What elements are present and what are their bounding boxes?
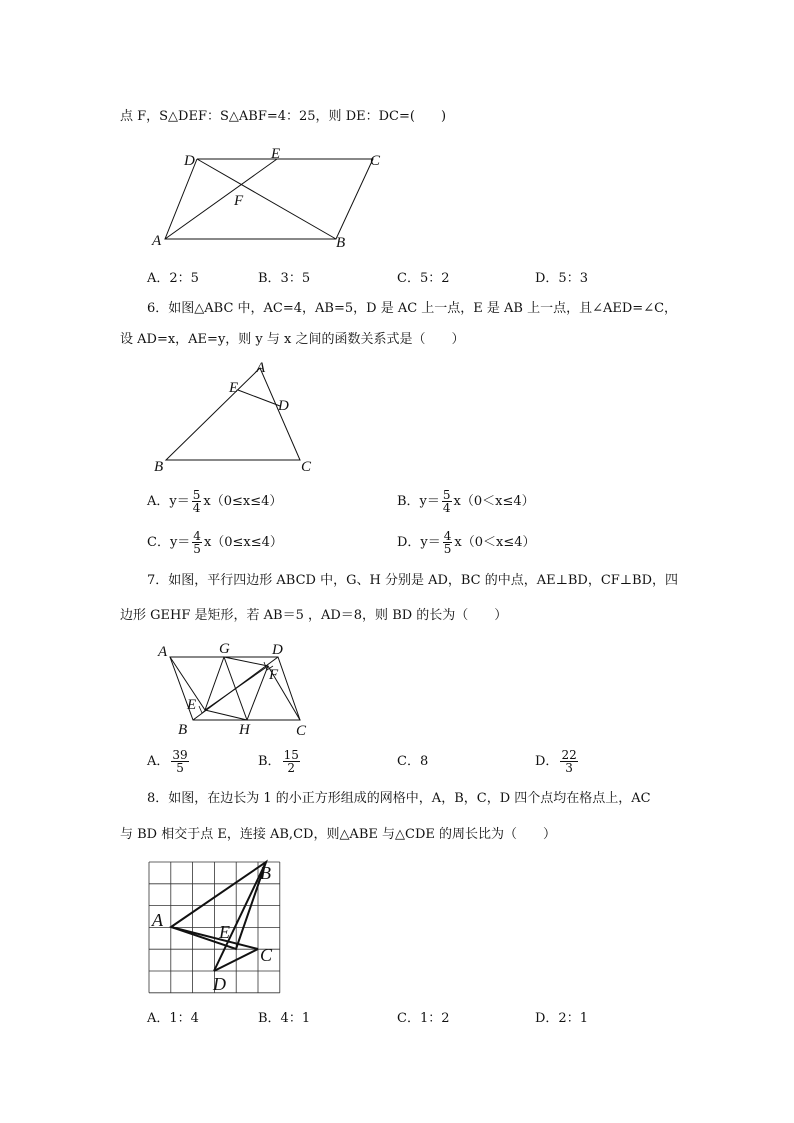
q5-parallelogram-figure xyxy=(150,145,390,250)
q8-label-d: D xyxy=(213,974,226,994)
q5-label-f: F xyxy=(234,193,244,209)
q7-option-b xyxy=(258,744,302,780)
q7-option-a-fraction: $\frac{39}{5}$ xyxy=(172,748,188,775)
q5-option-c: C．5：2 xyxy=(397,271,450,286)
q5-segment-db xyxy=(197,159,336,239)
q6-option-c xyxy=(147,525,283,561)
q7-label-f: F xyxy=(269,667,279,683)
q6-stem-line2: 设 AD=x，AE=y，则 y 与 x 之间的函数关系式是（ ） xyxy=(120,332,465,347)
q7-option-c xyxy=(397,744,428,780)
q5-label-b: B xyxy=(336,235,346,250)
q6-option-d-suffix: x（0＜x≤4） xyxy=(454,535,536,550)
q7-stem-line1: 7．如图，平行四边形 ABCD 中，G、H 分别是 AD，BC 的中点，AE⊥BD，CF⊥BD，四 xyxy=(147,573,679,588)
q6-option-a-suffix: x（0≤x≤4） xyxy=(203,494,283,509)
q5-option-d: D．5：3 xyxy=(535,271,588,286)
q5-label-a: A xyxy=(152,233,162,249)
q7-label-g: G xyxy=(219,641,230,657)
q6-option-b-suffix: x（0＜x≤4） xyxy=(453,494,535,509)
q7-option-d xyxy=(535,744,580,780)
q8-stem-line2: 与 BD 相交于点 E，连接 AB,CD，则△ABE 与△CDE 的周长比为（ ） xyxy=(120,827,556,842)
q6-option-a-fraction: $\frac{5}{4}$ xyxy=(192,488,201,515)
q7-option-a-prefix: A． xyxy=(147,754,170,769)
q7-segment-ef xyxy=(205,666,268,710)
q8-stem-line1: 8．如图，在边长为 1 的小正方形组成的网格中，A，B，C，D 四个点均在格点上，AC xyxy=(147,791,651,806)
q8-grid-figure xyxy=(140,850,290,1000)
q6-label-c: C xyxy=(301,459,312,475)
q7-option-b-fraction: $\frac{15}{2}$ xyxy=(283,748,299,775)
q8-label-e: E xyxy=(219,922,230,942)
q8-label-c: C xyxy=(260,945,273,965)
q6-option-d-fraction: $\frac{4}{5}$ xyxy=(443,529,452,556)
q7-label-h: H xyxy=(239,722,250,738)
q6-triangle-figure xyxy=(150,358,320,476)
q6-option-d-prefix: D．y＝ xyxy=(397,535,441,550)
q8-label-a: A xyxy=(152,910,163,930)
q7-label-d: D xyxy=(272,642,283,658)
q7-option-b-prefix: B． xyxy=(258,754,281,769)
q6-option-d xyxy=(397,525,536,561)
q7-option-d-fraction: $\frac{22}{3}$ xyxy=(561,748,577,775)
q8-option-c: C．1：2 xyxy=(397,1011,450,1026)
q5-parallelogram xyxy=(165,159,373,239)
q5-option-b: B．3：5 xyxy=(258,271,311,286)
q8-label-b: B xyxy=(260,863,271,883)
q5-segment-ae xyxy=(165,159,277,239)
q8-option-a: A．1：4 xyxy=(147,1011,199,1026)
q6-stem-line1: 6．如图△ABC 中，AC=4，AB=5，D 是 AC 上一点，E 是 AB 上一点，且∠AED=∠C， xyxy=(147,301,678,316)
q7-label-e: E xyxy=(187,697,197,713)
q6-option-c-fraction: $\frac{4}{5}$ xyxy=(193,529,201,556)
q6-option-c-suffix: x（0≤x≤4） xyxy=(203,535,283,550)
q5-option-a: A．2：5 xyxy=(147,271,199,286)
q5-label-e: E xyxy=(271,146,281,162)
q8-option-b: B．4：1 xyxy=(258,1011,311,1026)
q5-label-c: C xyxy=(370,153,381,169)
q6-label-e: E xyxy=(229,380,239,396)
q7-label-b: B xyxy=(178,722,188,738)
q6-label-d: D xyxy=(278,398,289,414)
q5-stem: 点 F，S△DEF：S△ABF=4：25，则 DE：DC=( ) xyxy=(120,109,447,124)
q6-option-a xyxy=(147,484,282,520)
q6-option-b-fraction: $\frac{5}{4}$ xyxy=(442,488,451,515)
q6-segment-ed xyxy=(238,390,280,406)
q6-option-a-prefix: A．y＝ xyxy=(147,494,190,509)
q7-option-c-prefix: C．8 xyxy=(397,754,429,769)
q6-option-b xyxy=(397,484,535,520)
q6-option-b-prefix: B．y＝ xyxy=(397,494,440,509)
q8-option-d: D．2：1 xyxy=(535,1011,588,1026)
q7-label-c: C xyxy=(296,723,307,738)
q7-stem-line2: 边形 GEHF 是矩形，若 AB＝5 ，AD＝8，则 BD 的长为（ ） xyxy=(120,608,508,623)
q5-label-d: D xyxy=(184,153,195,169)
q7-option-a xyxy=(147,744,191,780)
q6-label-a: A xyxy=(256,360,266,376)
q7-parallelogram-figure xyxy=(150,638,320,738)
q6-label-b: B xyxy=(154,459,164,475)
q6-option-c-prefix: C．y＝ xyxy=(147,535,191,550)
q7-option-d-prefix: D． xyxy=(535,754,559,769)
q7-label-a: A xyxy=(158,644,168,660)
